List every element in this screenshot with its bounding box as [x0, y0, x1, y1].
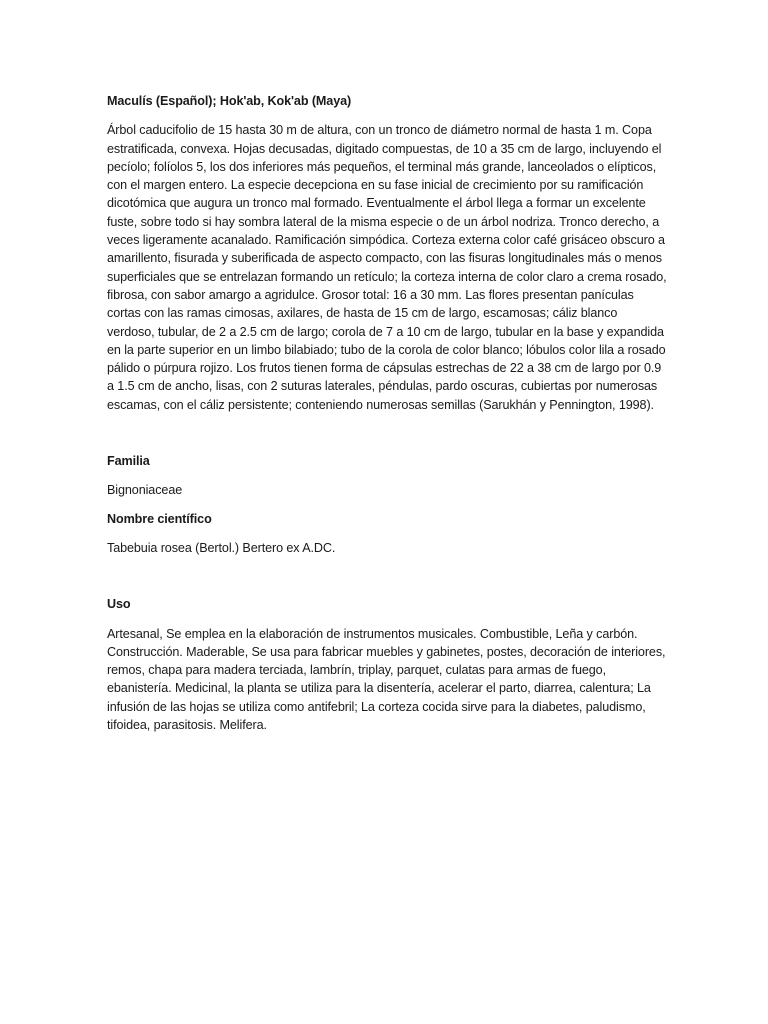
familia-value: Bignoniaceae: [107, 483, 183, 498]
uso-description: Artesanal, Se emplea en la elaboración de instrumentos musicales. Combustible, Leña y carbón. Construcción. Maderable, Se usa para fabricar muebles y gabinetes, postes, decoración de interiores, remos, chapa para madera terciada, lambrín, triplay, parquet, culatas para armas de fuego, ebanistería. Medicinal, la planta se utiliza para la disentería, acelerar el parto, diarrea, calentura; La infusión de las hojas se utiliza como antifebril; La corteza cocida sirve para la diabetes, paludismo, tifoidea, parasitosis. Melifera.: [107, 626, 666, 733]
familia-heading: Familia: [107, 454, 150, 469]
document-title: Maculís (Español); Hok'ab, Kok'ab (Maya): [107, 94, 352, 108]
uso-heading: Uso: [107, 597, 131, 612]
nombre-cientifico-heading: Nombre científico: [107, 511, 212, 526]
species-description: Árbol caducifolio de 15 hasta 30 m de altura, con un tronco de diámetro normal de hasta 1 m. Copa estratificada, convexa. Hojas decusadas, digitado compuestas, de 10 a 35 cm de largo, incluyendo el pecíolo; folíolos 5, los dos inferiores más pequeños, el terminal más grande, lanceolados o elípticos, con el margen entero. La especie decepciona en su fase inicial de crecimiento por su ramificación dicotómica que augura un tronco mal formado. Eventualmente el árbol llega a formar un excelente fuste, sobre todo si hay sombra lateral de la misma especie o de un árbol nodriza. Tronco derecho, a veces ligeramente acanalado. Ramificación simpódica. Corteza externa color café grisáceo obscuro a amarillento, fisurada y suberificada de aspecto compacto, con las fisuras longitudinales más o menos superficiales que se entrelazan formando un retículo; la corteza interna de color claro a crema rosado, fibrosa, con sabor amargo a agridulce. Grosor total: 16 a 30 mm. Las flores presentan panículas cortas con las ramas cimosas, axilares, de hasta de 15 cm de largo, escamosas; cáliz blanco verdoso, tubular, de 2 a 2.5 cm de largo; corola de 7 a 10 cm de largo, tubular en la base y expandida en la parte superior en un limbo bilabiado; tubo de la corola de color blanco; lóbulos color lila a rosado pálido o púrpura rojizo. Los frutos tienen forma de cápsulas estrechas de 22 a 38 cm de largo por 0.9 a 1.5 cm de ancho, lisas, con 2 suturas laterales, péndulas, pardo oscuras, cubiertas por numerosas escamas, con el cáliz persistente; conteniendo numerosas semillas (Sarukhán y Pennington, 1998).: [107, 123, 667, 412]
nombre-cientifico-value: Tabebuia rosea (Bertol.) Bertero ex A.DC.: [107, 540, 336, 555]
document-page: [107, 92, 667, 734]
